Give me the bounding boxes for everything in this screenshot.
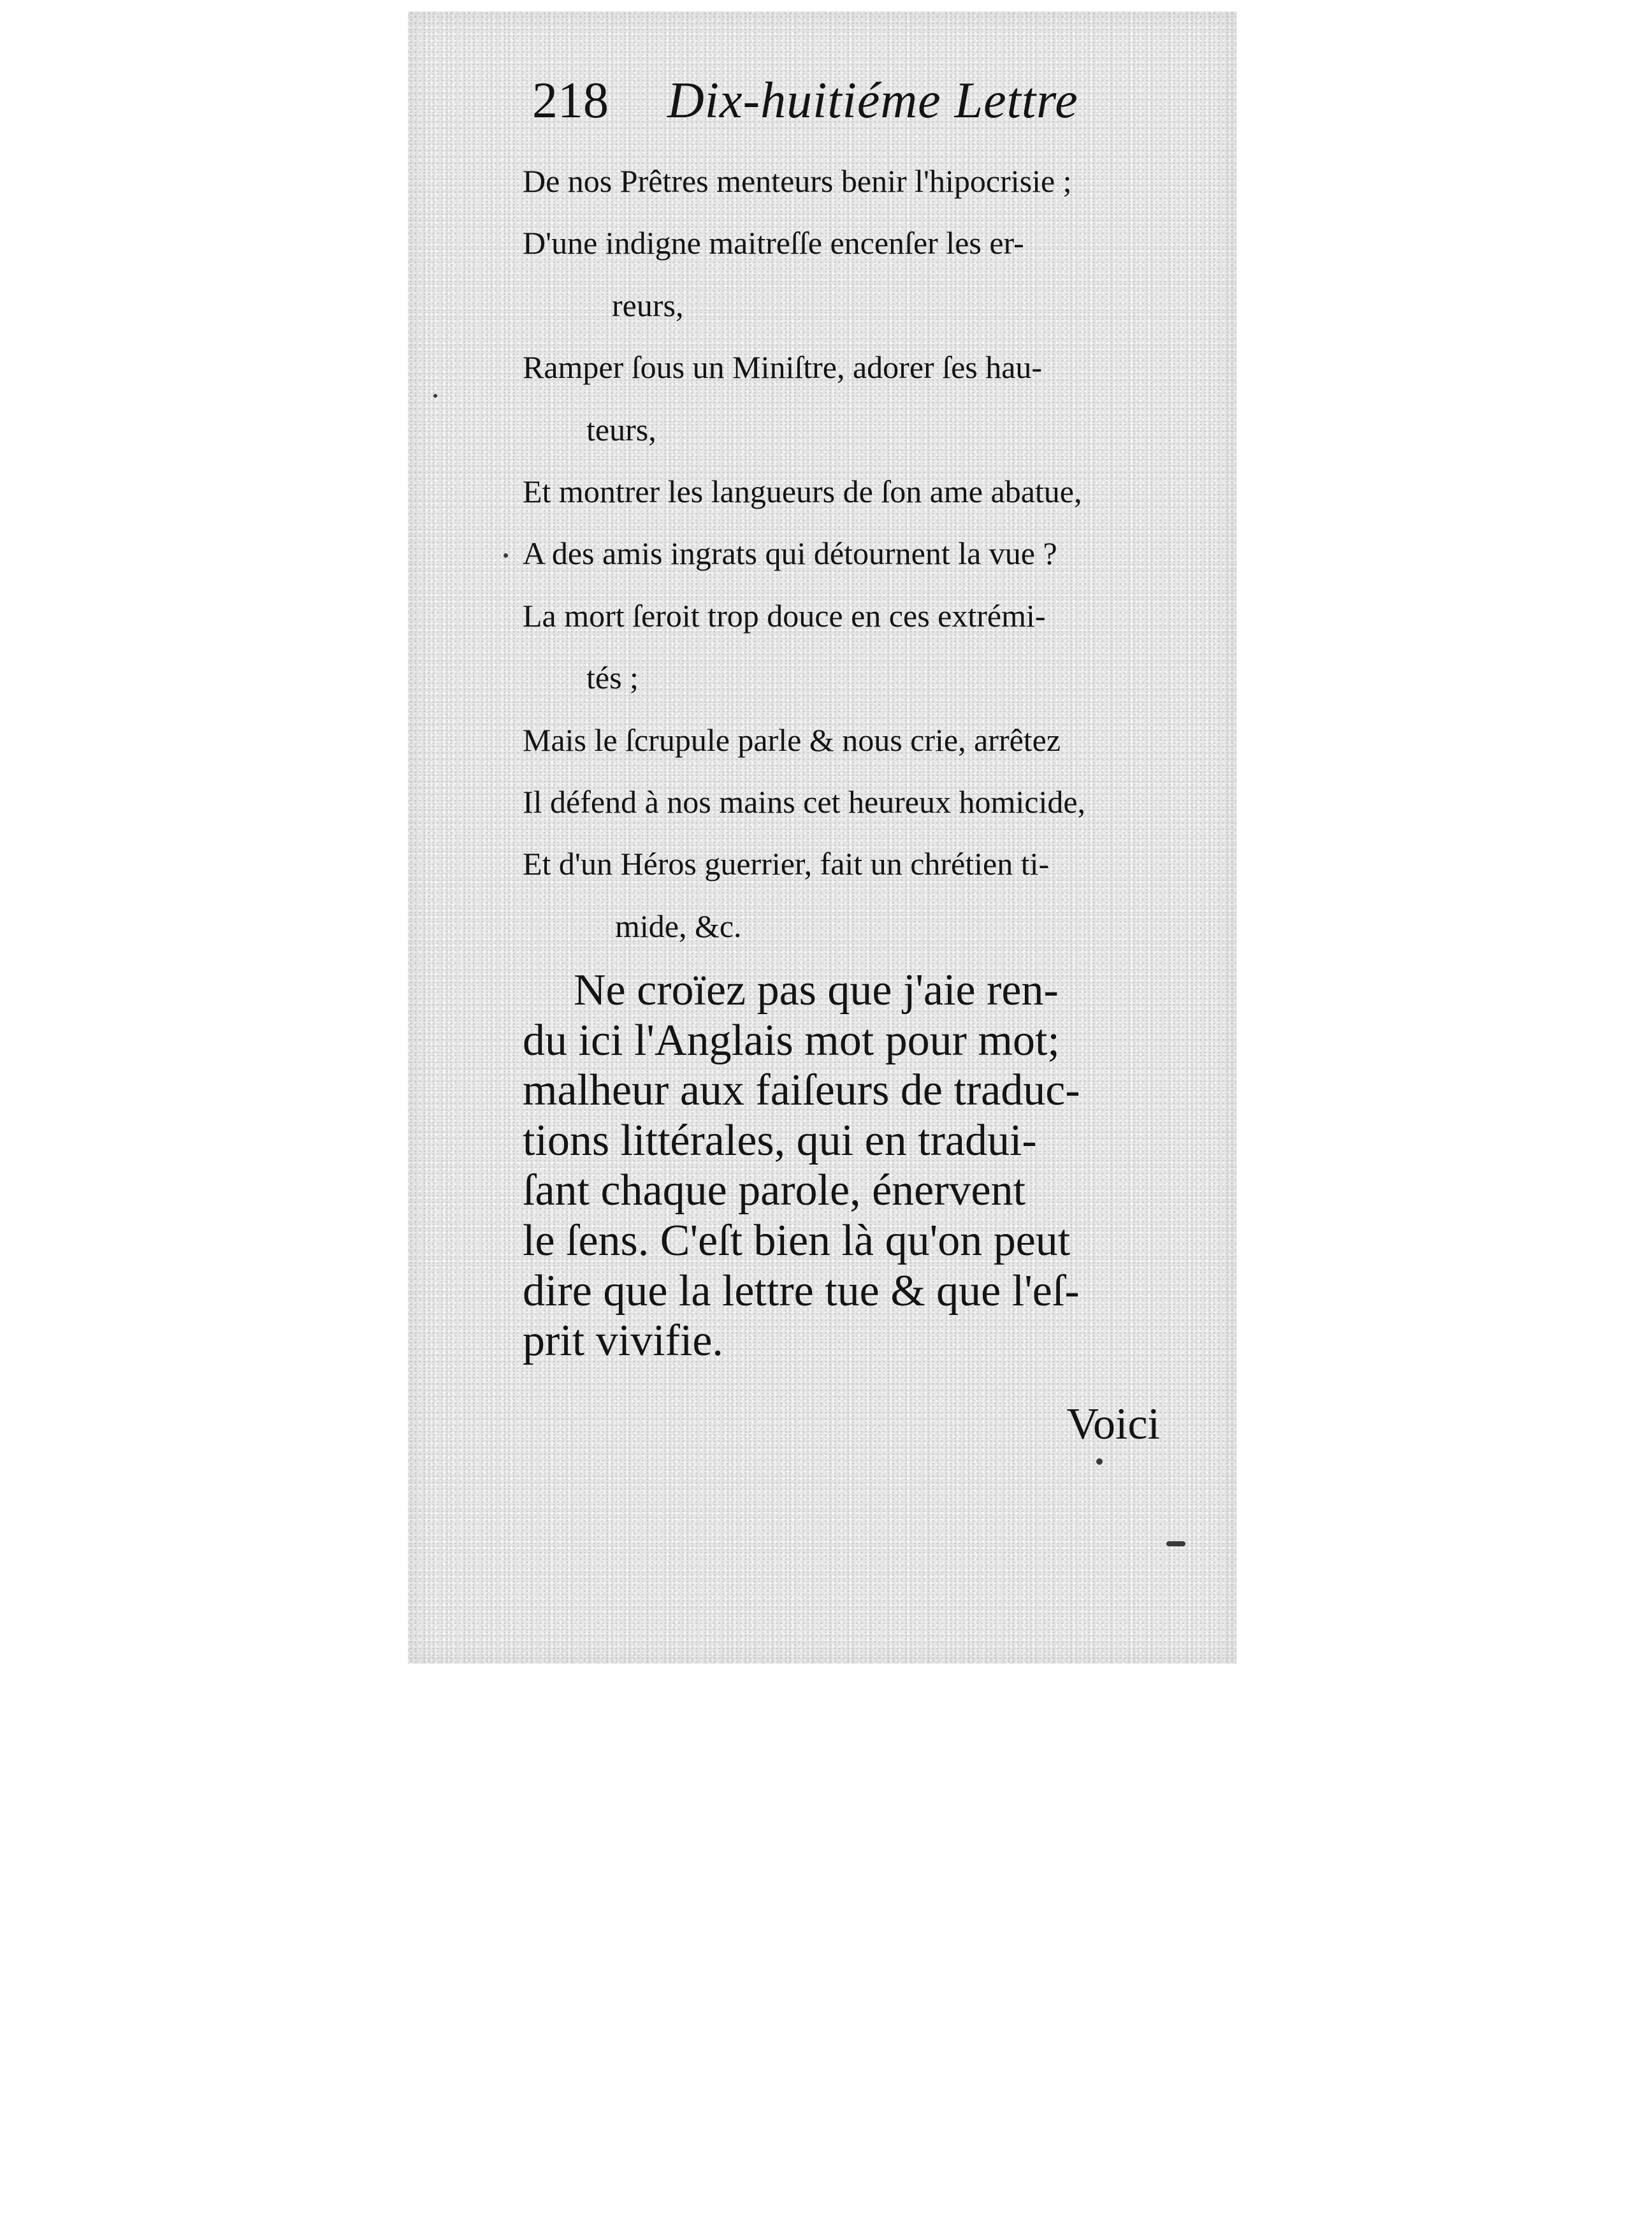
prose-line: prit vivifie. bbox=[523, 1316, 723, 1366]
verse-line: A des amis ingrats qui détournent la vue ? bbox=[523, 535, 1057, 572]
running-title: Dix-huitiéme Lettre bbox=[667, 73, 1078, 129]
verse-line-continuation: mide, &c. bbox=[615, 908, 742, 944]
verse-line: Il défend à nos mains cet heureux homicide, bbox=[523, 783, 1086, 820]
prose-line: Ne croïez pas que j'aie ren- bbox=[574, 966, 1059, 1015]
prose-line: ſant chaque parole, énervent bbox=[523, 1166, 1026, 1216]
verse-line-continuation: teurs, bbox=[586, 411, 656, 447]
verse-line-continuation: reurs, bbox=[612, 287, 684, 323]
verse-line-continuation: tés ; bbox=[586, 660, 639, 696]
prose-line: du ici l'Anglais mot pour mot; bbox=[523, 1015, 1060, 1065]
prose-line: dire que la lettre tue & que l'eſ- bbox=[523, 1266, 1080, 1316]
ink-speck bbox=[433, 394, 437, 398]
verse-line: D'une indigne maitreſſe encenſer les er- bbox=[523, 225, 1024, 261]
ink-speck bbox=[1166, 1541, 1185, 1546]
prose-line: malheur aux faiſeurs de traduc- bbox=[523, 1066, 1080, 1115]
ink-speck bbox=[504, 553, 508, 558]
prose-line: le ſens. C'eſt bien là qu'on peut bbox=[523, 1216, 1071, 1265]
ink-speck bbox=[1096, 1458, 1103, 1465]
verse-line: La mort ſeroit trop douce en ces extrémi- bbox=[523, 597, 1046, 634]
verse-line: Et d'un Héros guerrier, fait un chrétien ti- bbox=[523, 846, 1050, 882]
scanned-page bbox=[408, 11, 1236, 1664]
verse-block bbox=[523, 150, 1224, 957]
verse-line: Mais le ſcrupule parle & nous crie, arrêtez bbox=[523, 722, 1061, 758]
verse-line: Et montrer les langueurs de ſon ame abatue, bbox=[523, 473, 1082, 509]
page-header bbox=[532, 73, 1078, 129]
verse-line: Ramper ſous un Miniſtre, adorer ſes hau- bbox=[523, 349, 1043, 386]
prose-paragraph bbox=[523, 966, 1211, 1367]
page-number: 218 bbox=[532, 73, 609, 129]
catchword: Voici bbox=[1066, 1400, 1160, 1449]
verse-line: De nos Prêtres menteurs benir l'hipocrisie ; bbox=[523, 163, 1072, 199]
prose-line: tions littérales, qui en tradui- bbox=[523, 1115, 1037, 1165]
